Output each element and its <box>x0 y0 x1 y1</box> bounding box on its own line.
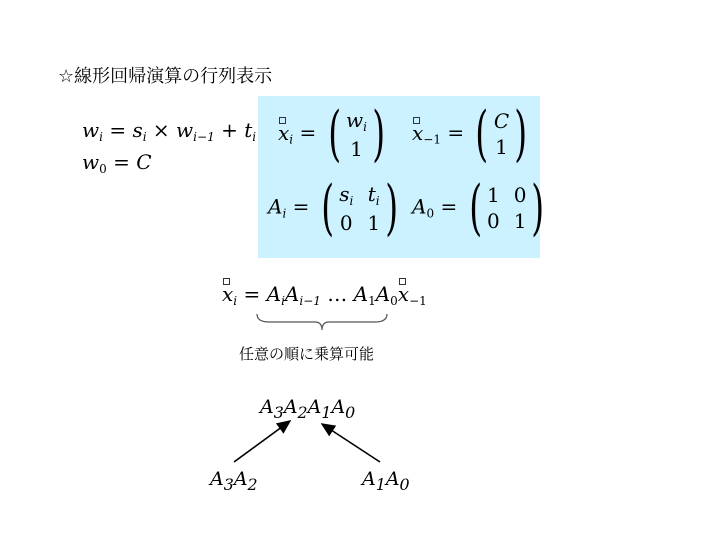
tree-root-product: $A_3A_2A_1A_0$ <box>260 396 356 422</box>
tree-left-product: $A_3A_2$ <box>210 468 258 494</box>
matrix-A-definition: $A_i$ = ( $s_i$ $t_i$ 0 1 ) <box>268 173 399 243</box>
recurrence-line-2: $w_0 = C$ <box>82 150 152 176</box>
left-merge-arrow <box>234 421 290 462</box>
recurrence-line-1: $w_i = s_i \times w_{i-1} + t_i$ <box>82 118 257 144</box>
product-equation: $x_i = A_iA_{i-1}$ … $A_1A_0x_{-1}$ <box>222 282 427 308</box>
right-merge-arrow <box>322 424 380 462</box>
vector-x-definition: $x_i$ = ( $w_i$ 1 ) <box>278 99 386 169</box>
matrix-A0-definition: $A_0$ = ( 1 0 0 1 ) <box>412 173 545 243</box>
vector-x-initial-definition: $x_{-1}$ = ( C 1 ) <box>412 99 528 169</box>
tree-right-product: $A_1A_0$ <box>362 468 410 494</box>
slide-title: ☆線形回帰演算の行列表示 <box>58 66 273 87</box>
arbitrary-order-note: 任意の順に乗算可能 <box>239 345 375 363</box>
